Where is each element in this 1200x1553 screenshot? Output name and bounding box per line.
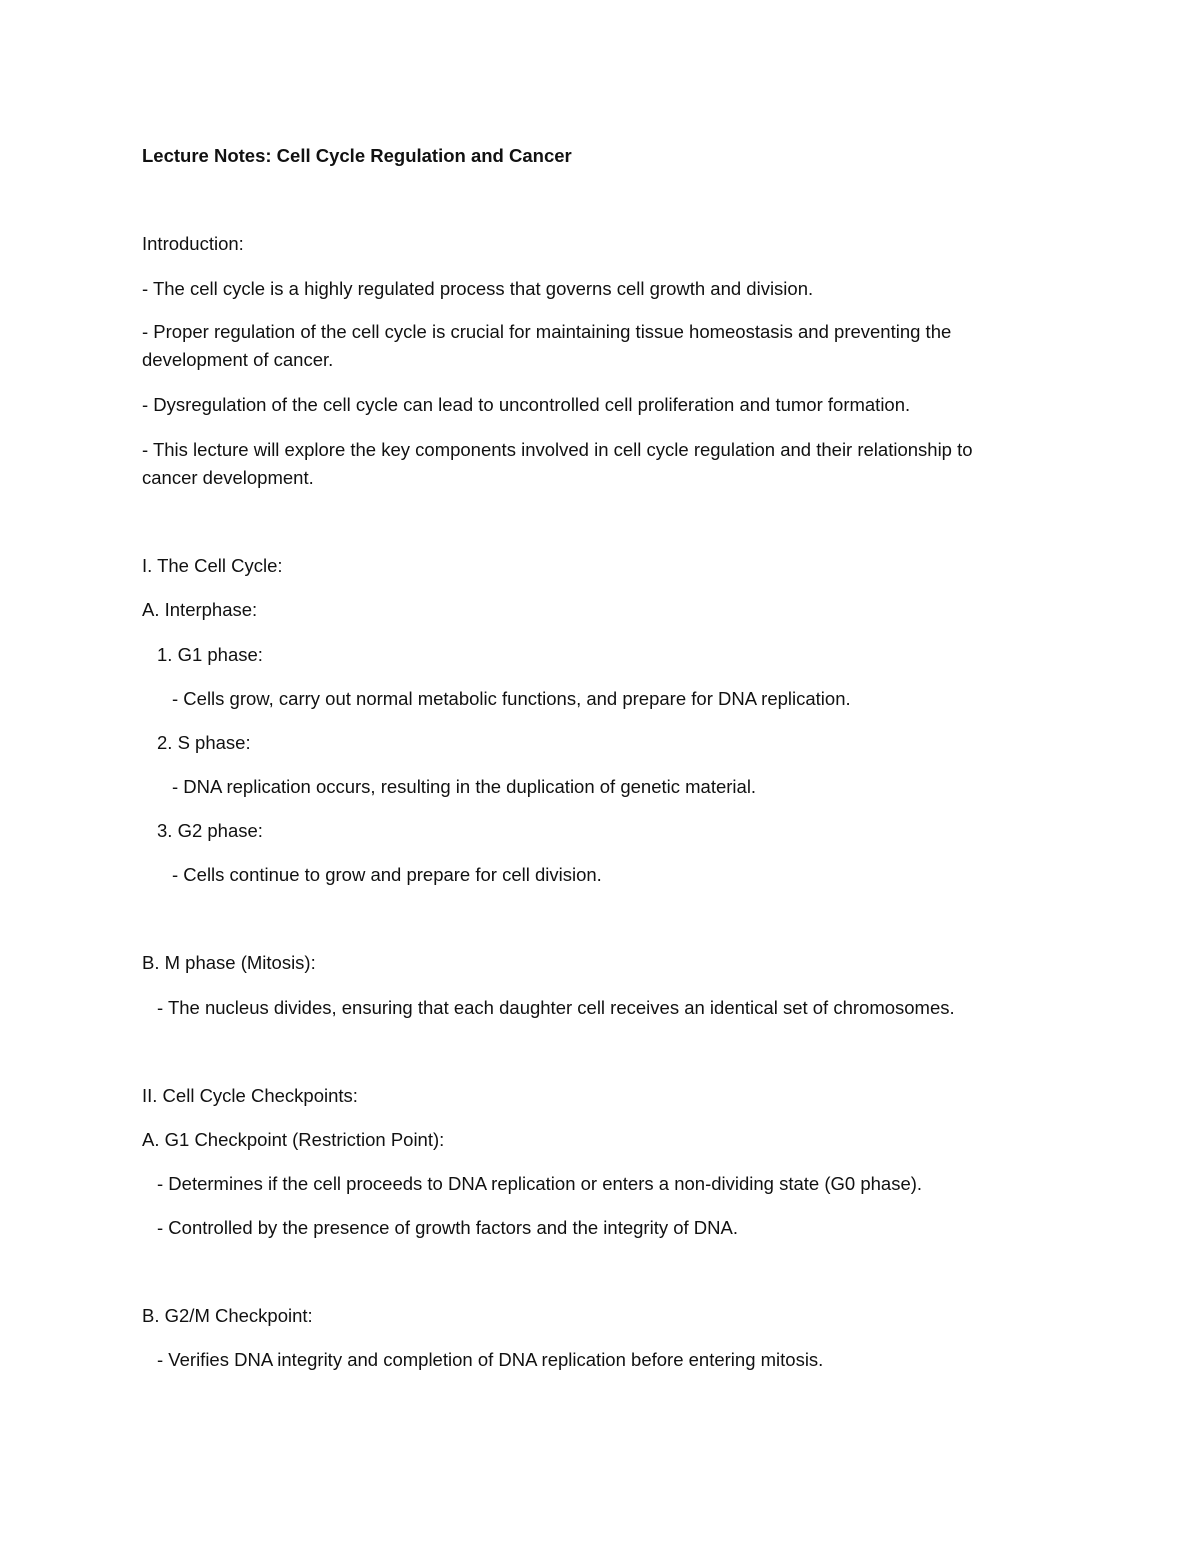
- phase-label-g2: 3. G2 phase:: [157, 820, 263, 841]
- subheading-g2m-checkpoint: B. G2/M Checkpoint:: [142, 1305, 313, 1326]
- intro-bullet-continuation: development of cancer.: [142, 349, 334, 370]
- m-phase-text: - The nucleus divides, ensuring that each daughter cell receives an identical set of chromosomes.: [157, 997, 955, 1018]
- subheading-g1-checkpoint: A. G1 Checkpoint (Restriction Point):: [142, 1129, 445, 1150]
- page-title: Lecture Notes: Cell Cycle Regulation and Cancer: [142, 145, 572, 166]
- section-heading-checkpoints: II. Cell Cycle Checkpoints:: [142, 1085, 358, 1106]
- g1-checkpoint-text: - Controlled by the presence of growth factors and the integrity of DNA.: [157, 1217, 738, 1238]
- section-heading-cell-cycle: I. The Cell Cycle:: [142, 555, 283, 576]
- phase-label-s: 2. S phase:: [157, 732, 251, 753]
- phase-text-s: - DNA replication occurs, resulting in the duplication of genetic material.: [172, 776, 757, 797]
- phase-text-g2: - Cells continue to grow and prepare for cell division.: [172, 864, 602, 885]
- g2m-checkpoint-text: - Verifies DNA integrity and completion of DNA replication before entering mitosis.: [157, 1349, 824, 1370]
- phase-label-g1: 1. G1 phase:: [157, 644, 263, 665]
- intro-bullet: - The cell cycle is a highly regulated process that governs cell growth and division.: [142, 278, 814, 299]
- intro-bullet: - This lecture will explore the key components involved in cell cycle regulation and their relationship to: [142, 439, 973, 460]
- intro-bullet: - Proper regulation of the cell cycle is crucial for maintaining tissue homeostasis and preventing the: [142, 321, 952, 342]
- intro-bullet-continuation: cancer development.: [142, 467, 314, 488]
- subheading-interphase: A. Interphase:: [142, 599, 258, 620]
- intro-bullet: - Dysregulation of the cell cycle can lead to uncontrolled cell proliferation and tumor formation.: [142, 394, 911, 415]
- g1-checkpoint-text: - Determines if the cell proceeds to DNA replication or enters a non-dividing state (G0 phase).: [157, 1173, 923, 1194]
- subheading-m-phase: B. M phase (Mitosis):: [142, 952, 316, 973]
- introduction-heading: Introduction:: [142, 233, 244, 254]
- phase-text-g1: - Cells grow, carry out normal metabolic functions, and prepare for DNA replication.: [172, 688, 851, 709]
